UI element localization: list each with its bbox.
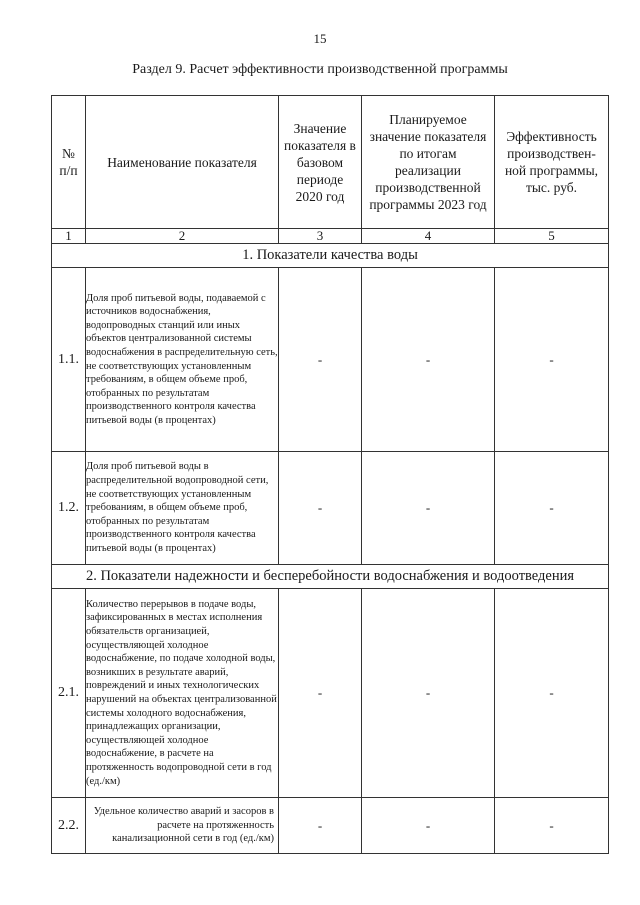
- row-number: 2.1.: [52, 589, 86, 798]
- section-header-row: [52, 565, 609, 589]
- section-title: Раздел 9. Расчет эффективности производственной программы: [132, 62, 508, 77]
- efficiency-cell: -: [495, 798, 609, 854]
- header-planned-value: Планируемое значение показателя по итогам реализации производственной программы 2023 год: [362, 96, 495, 229]
- indicator-name: Доля проб питьевой воды в распределительной водопроводной сети, не соответствующих установленным требованиям, в общем объеме проб, отобранных по результатам производственного контроля качества питьевой воды (в процентах): [86, 452, 279, 565]
- column-number: 5: [495, 229, 609, 244]
- column-number: 3: [279, 229, 362, 244]
- efficiency-cell: -: [495, 452, 609, 565]
- planned-value-cell: -: [362, 798, 495, 854]
- table-row: [52, 589, 609, 798]
- column-number: 4: [362, 229, 495, 244]
- base-value-cell: -: [279, 452, 362, 565]
- table-row: [52, 798, 609, 854]
- planned-value-cell: -: [362, 452, 495, 565]
- section-heading: 2. Показатели надежности и бесперебойности водоснабжения и водоотведения: [52, 565, 609, 589]
- base-value-cell: -: [279, 589, 362, 798]
- column-number: 2: [86, 229, 279, 244]
- row-number: 2.2.: [52, 798, 86, 854]
- efficiency-table: [51, 95, 609, 854]
- efficiency-cell: -: [495, 589, 609, 798]
- section-heading: 1. Показатели качества воды: [52, 244, 609, 268]
- page-number: 15: [313, 31, 327, 46]
- indicator-name: Удельное количество аварий и засоров в расчете на протяженность канализационной сети в год (ед./км): [86, 798, 279, 854]
- header-efficiency: Эффективность производствен-ной программы, тыс. руб.: [495, 96, 609, 229]
- table-header-row: [52, 96, 609, 229]
- header-no: № п/п: [52, 96, 86, 229]
- base-value-cell: -: [279, 268, 362, 452]
- column-number-row: [52, 229, 609, 244]
- base-value-cell: -: [279, 798, 362, 854]
- row-number: 1.2.: [52, 452, 86, 565]
- efficiency-cell: -: [495, 268, 609, 452]
- header-name: Наименование показателя: [86, 96, 279, 229]
- row-number: 1.1.: [52, 268, 86, 452]
- planned-value-cell: -: [362, 268, 495, 452]
- header-base-value: Значение показателя в базовом периоде 2020 год: [279, 96, 362, 229]
- planned-value-cell: -: [362, 589, 495, 798]
- indicator-name: Количество перерывов в подаче воды, зафиксированных в местах исполнения обязательств организацией, осуществляющей холодное водоснабжение, по подаче холодной воды, возникших в результате аварий, повреждений и иных технологических нарушений на объектах централизованной системы холодного водоснабжения, принадлежащих организации, осуществляющей холодное водоснабжение, в расчете на протяженность водопроводной сети в год (ед./км): [86, 589, 279, 798]
- indicator-name: Доля проб питьевой воды, подаваемой с источников водоснабжения, водопроводных станций или иных объектов централизованной системы водоснабжения в распределительную сеть, не соответствующих установленным требованиям, в общем объеме проб, отобранных по результатам производственного контроля качества питьевой воды (в процентах): [86, 268, 279, 452]
- table-row: [52, 452, 609, 565]
- column-number: 1: [52, 229, 86, 244]
- table-row: [52, 268, 609, 452]
- section-header-row: [52, 244, 609, 268]
